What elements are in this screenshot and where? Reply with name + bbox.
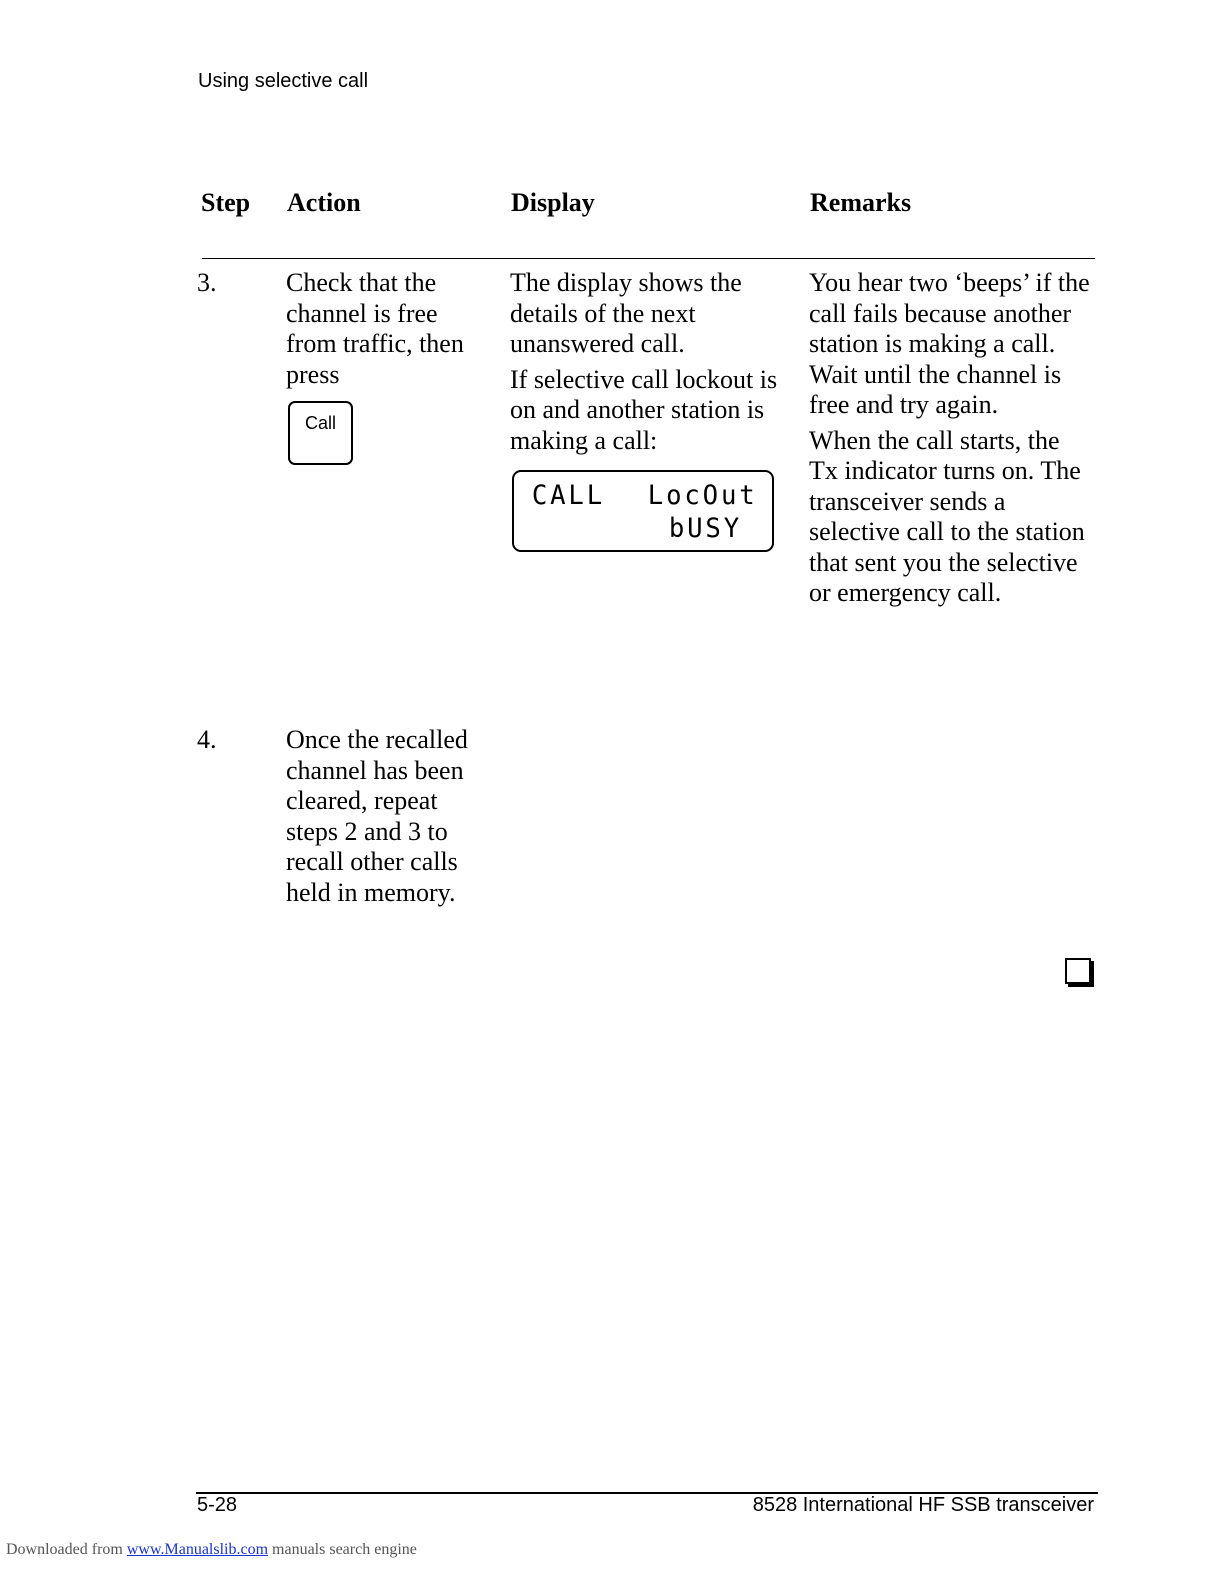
remarks-text (809, 268, 1094, 614)
lcd-line2: bUSY (668, 513, 742, 544)
lcd-display (512, 470, 774, 552)
source-note-suffix: manuals search engine (272, 1541, 417, 1558)
step-number: 4. (197, 725, 217, 754)
step-number: 3. (197, 268, 217, 297)
product-name: 8528 International HF SSB transceiver (752, 1494, 1094, 1516)
page-number: 5-28 (197, 1494, 238, 1516)
remarks-paragraph: When the call starts, the Tx indicator turns on. The transceiver sends a selective call to the station that sent you the selective or emergency call. (809, 425, 1085, 607)
lcd-line1-left: CALL (531, 480, 606, 511)
call-key: Call (288, 401, 353, 465)
running-header: Using selective call (198, 70, 369, 92)
column-header-remarks: Remarks (810, 188, 912, 217)
source-note-prefix: Downloaded from (6, 1541, 123, 1558)
action-text: Check that the channel is free from traffic, then press (286, 268, 464, 389)
remarks-paragraph: You hear two ‘beeps’ if the call fails because another station is making a call. Wait until the channel is free and try again. (809, 268, 1090, 419)
lcd-line1-right: LocOut (648, 480, 758, 511)
display-description (510, 268, 795, 461)
manualslib-link[interactable]: www.Manualslib.com (126, 1541, 269, 1558)
action-text: Once the recalled channel has been cleared, repeat steps 2 and 3 to recall other calls held in memory. (286, 725, 468, 907)
end-of-procedure-box-icon (1065, 958, 1091, 984)
column-header-display: Display (511, 188, 595, 217)
display-paragraph: If selective call lockout is on and another station is making a call: (510, 364, 778, 455)
header-rule (202, 258, 1095, 259)
column-header-action: Action (287, 188, 361, 217)
source-note (6, 1541, 417, 1559)
column-header-step: Step (201, 188, 251, 217)
display-paragraph: The display shows the details of the next unanswered call. (510, 268, 742, 358)
